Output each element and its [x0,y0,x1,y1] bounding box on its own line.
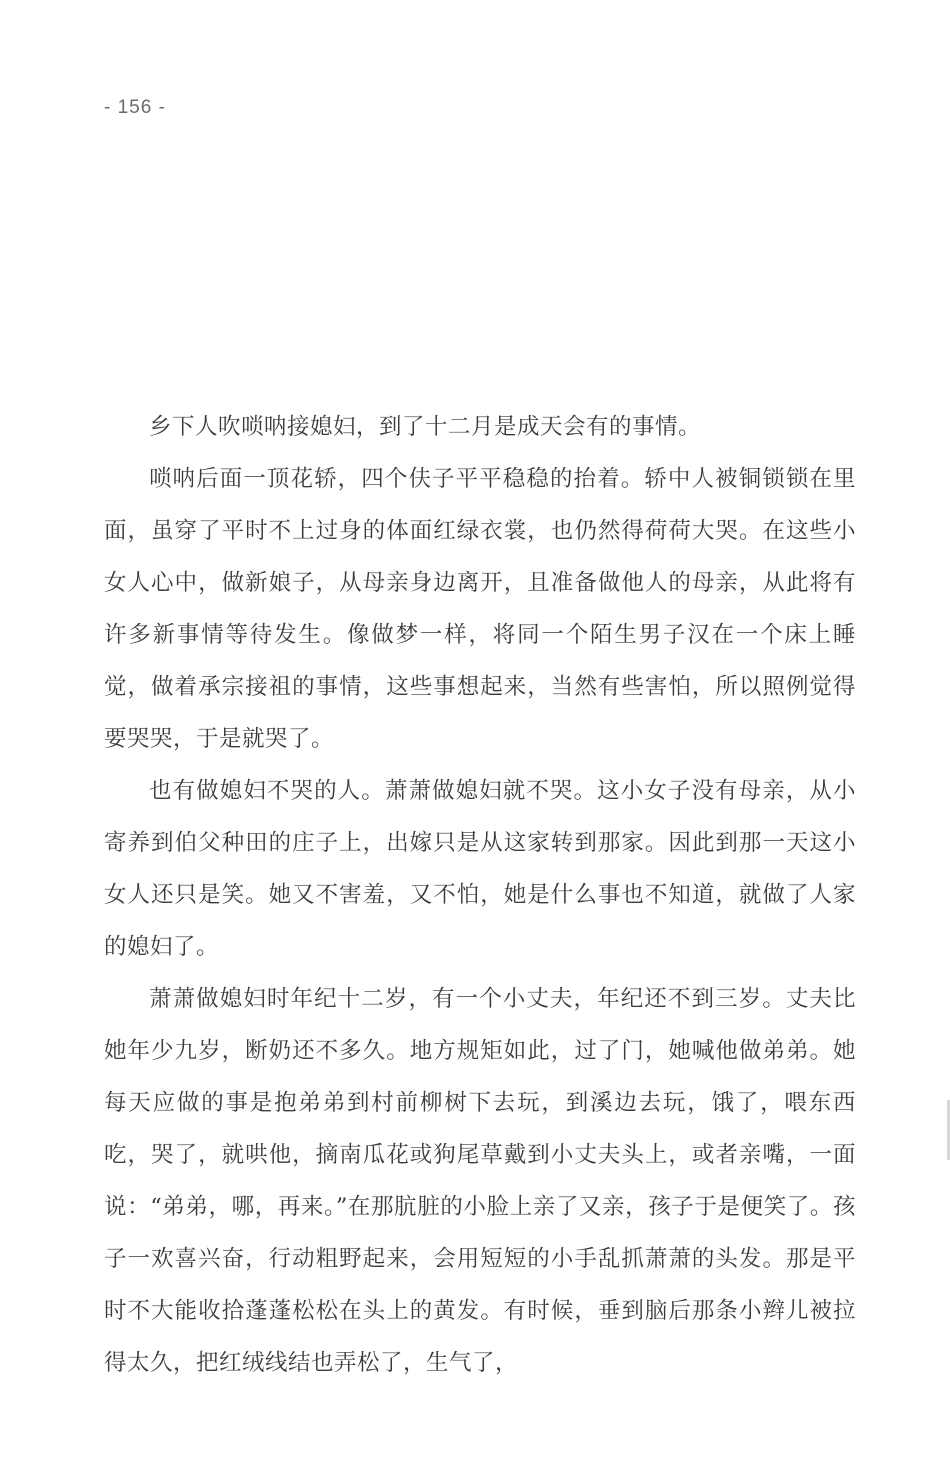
paragraph-3: 也有做媳妇不哭的人。萧萧做媳妇就不哭。这小女子没有母亲，从小寄养到伯父种田的庄子上，出嫁只是从这家转到那家。因此到那一天这小女人还只是笑。她又不害羞，又不怕，她是什么事也不知道，就做了人家的媳妇了。 [104,778,856,960]
body-text [104,401,856,1389]
page-number: - 156 - [104,97,166,118]
paragraph-4: 萧萧做媳妇时年纪十二岁，有一个小丈夫，年纪还不到三岁。丈夫比她年少九岁，断奶还不多久。地方规矩如此，过了门，她喊他做弟弟。她每天应做的事是抱弟弟到村前柳树下去玩，到溪边去玩，饿了，喂东西吃，哭了，就哄他，摘南瓜花或狗尾草戴到小丈夫头上，或者亲嘴，一面说：“弟弟，哪，再来。”在那肮脏的小脸上亲了又亲，孩子于是便笑了。孩子一欢喜兴奋，行动粗野起来，会用短短的小手乱抓萧萧的头发。那是平时不大能收拾蓬蓬松松在头上的黄发。有时候，垂到脑后那条小辫儿被拉得太久，把红绒线结也弄松了，生气了， [104,986,856,1376]
paragraph-1: 乡下人吹唢呐接媳妇，到了十二月是成天会有的事情。 [149,414,702,440]
paragraph-2: 唢呐后面一顶花轿，四个伕子平平稳稳的抬着。轿中人被铜锁锁在里面，虽穿了平时不上过身的体面红绿衣裳，也仍然得荷荷大哭。在这些小女人心中，做新娘子，从母亲身边离开，且准备做他人的母亲，从此将有许多新事情等待发生。像做梦一样，将同一个陌生男子汉在一个床上睡觉，做着承宗接祖的事情，这些事想起来，当然有些害怕，所以照例觉得要哭哭，于是就哭了。 [104,466,856,752]
